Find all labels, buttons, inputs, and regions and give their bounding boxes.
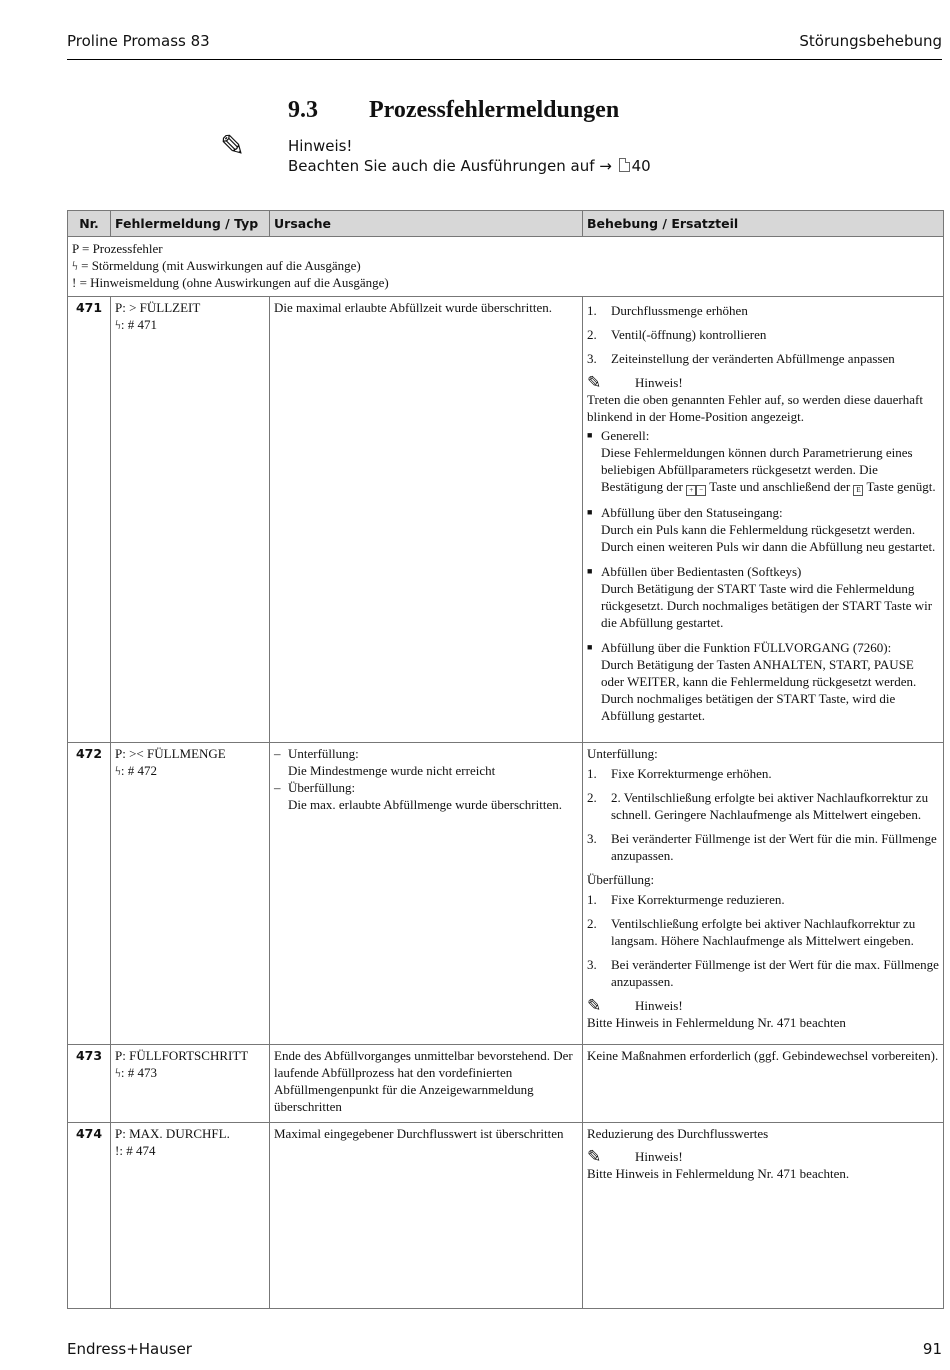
list-item: 1. Fixe Korrekturmenge reduzieren.	[587, 892, 785, 907]
remedy-bullets	[587, 427, 939, 724]
list-item: ■ Generell: Diese Fehlermeldungen können durch Parametrierung eines beliebigen Abfüllparameters rückgesetzt werden. Die Bestätigung der + − Taste und anschließend der E Taste genügt.	[587, 428, 936, 494]
pencil-note-icon: ✎	[587, 1147, 602, 1166]
note-title: Hinweis!	[288, 137, 353, 155]
section-number: 9.3	[288, 97, 318, 123]
remedy-subheading: Überfüllung:	[587, 872, 655, 887]
section-title: Prozessfehlermeldungen	[369, 97, 620, 123]
error-code: !: # 474	[115, 1143, 156, 1158]
note-body: Beachten Sie auch die Ausführungen auf →	[288, 157, 612, 175]
error-remedy	[583, 743, 944, 1045]
pencil-note-icon: ✎	[587, 373, 602, 392]
hint-text: Bitte Hinweis in Fehlermeldung Nr. 471 beachten	[587, 1015, 846, 1030]
running-header-title: Proline Promass 83	[67, 32, 210, 50]
remedy-steps	[587, 891, 939, 990]
list-item: 3. Bei veränderter Füllmenge ist der Wert für die min. Füllmenge anzupassen.	[587, 831, 937, 863]
error-remedy	[583, 297, 944, 743]
list-item: 3. Bei veränderter Füllmenge ist der Wert für die max. Füllmenge anzupassen.	[587, 957, 939, 989]
error-cause	[270, 743, 583, 1045]
process-error-table	[67, 210, 944, 1309]
hint-text: Bitte Hinweis in Fehlermeldung Nr. 471 beachten.	[587, 1166, 850, 1181]
error-code: ϟ: # 473	[115, 1065, 157, 1080]
error-remedy	[583, 1123, 944, 1309]
error-code: ϟ: # 472	[115, 763, 157, 778]
running-header-chapter: Störungsbehebung	[799, 32, 942, 50]
pencil-note-icon: ✎	[587, 996, 602, 1015]
footer-brand: Endress+Hauser	[67, 1340, 192, 1358]
hint-heading: ✎ Hinweis!	[587, 1147, 683, 1166]
error-number: 471	[68, 297, 111, 743]
column-header-message: Fehlermeldung / Typ	[111, 211, 270, 237]
list-item: ■ Abfüllung über die Funktion FÜLLVORGANG (7260): Durch Betätigung der Tasten ANHALTEN, START, PAUSE oder WEITER, kann die Fehlermeldung rückgesetzt werden. Durch nochmaliges betätigen der START Taste, wird die Abfüllung gestartet.	[587, 640, 917, 723]
error-message-cell	[111, 1123, 270, 1309]
legend-item: P = Prozessfehler	[72, 241, 163, 256]
error-cause: Die maximal erlaubte Abfüllzeit wurde überschritten.	[270, 297, 583, 743]
error-message-cell	[111, 297, 270, 743]
hint-heading: ✎ Hinweis!	[587, 373, 683, 392]
remedy-text: Reduzierung des Durchflusswertes	[587, 1126, 769, 1141]
column-header-cause: Ursache	[270, 211, 583, 237]
list-item: 1. Durchflussmenge erhöhen	[587, 303, 748, 318]
error-cause: Maximal eingegebener Durchflusswert ist überschritten	[270, 1123, 583, 1309]
error-code: ϟ: # 471	[115, 317, 157, 332]
list-item: ■ Abfüllen über Bedientasten (Softkeys) Durch Betätigung der START Taste wird die Fehlermeldung rückgesetzt. Durch nochmaliges betätigen der START Taste wir die Abfüllung gestartet.	[587, 564, 933, 630]
remedy-steps	[587, 765, 939, 864]
error-number: 474	[68, 1123, 111, 1309]
error-message: P: >< FÜLLMENGE	[115, 746, 226, 761]
legend-row	[68, 237, 944, 297]
error-remedy: Keine Maßnahmen erforderlich (ggf. Gebindewechsel vorbereiten).	[583, 1045, 944, 1123]
column-header-remedy: Behebung / Ersatzteil	[583, 211, 944, 237]
enter-key-icon: E	[853, 485, 863, 496]
error-message: P: MAX. DURCHFL.	[115, 1126, 230, 1141]
page-number: 91	[922, 1340, 942, 1358]
error-message-cell	[111, 1045, 270, 1123]
list-item: – Überfüllung: Die max. erlaubte Abfüllmenge wurde überschritten.	[274, 780, 562, 812]
legend-item: ! = Hinweismeldung (ohne Auswirkungen auf die Ausgänge)	[72, 275, 389, 290]
page-reference-icon	[619, 158, 630, 172]
table-row	[68, 297, 944, 743]
table-header-row	[68, 211, 944, 237]
pencil-note-icon: ✎	[220, 130, 246, 163]
remedy-subheading: Unterfüllung:	[587, 746, 658, 761]
error-message: P: FÜLLFORTSCHRITT	[115, 1048, 249, 1063]
table-row	[68, 1045, 944, 1123]
list-item: ■ Abfüllung über den Statuseingang: Durch ein Puls kann die Fehlermeldung rückgesetzt werden. Durch einen weiteren Puls wir dann die Abfüllung neu gestartet.	[587, 505, 936, 554]
hint-heading: ✎ Hinweis!	[587, 996, 683, 1015]
list-item: 2. Ventil(-öffnung) kontrollieren	[587, 327, 767, 342]
note-page-link[interactable]: 40	[631, 157, 651, 175]
error-message: P: > FÜLLZEIT	[115, 300, 201, 315]
list-item: 2. Ventilschließung erfolgte bei aktiver Nachlaufkorrektur zu langsam. Höhere Nachlaufmenge als Mittelwert eingeben.	[587, 916, 916, 948]
minus-key-icon: −	[696, 485, 706, 496]
error-cause: Ende des Abfüllvorganges unmittelbar bevorstehend. Der laufende Abfüllprozess hat den vordefinierten Abfüllmengenpunkt für die Anzeigewarnmeldung überschritten	[270, 1045, 583, 1123]
legend-item: ϟ = Störmeldung (mit Auswirkungen auf die Ausgänge)	[72, 258, 361, 273]
list-item: 2. 2. Ventilschließung erfolgte bei aktiver Nachlaufkorrektur zu schnell. Geringere Nachlaufmenge als Mittelwert eingeben.	[587, 790, 929, 822]
column-header-nr: Nr.	[68, 211, 111, 237]
note-text	[288, 157, 651, 175]
error-number: 473	[68, 1045, 111, 1123]
error-number: 472	[68, 743, 111, 1045]
hint-text: Treten die oben genannten Fehler auf, so werden diese dauerhaft blinkend in der Home-Position angezeigt.	[587, 392, 923, 424]
header-rule	[67, 59, 942, 60]
list-item: 3. Zeiteinstellung der veränderten Abfüllmenge anpassen	[587, 351, 895, 366]
list-item: – Unterfüllung: Die Mindestmenge wurde nicht erreicht	[274, 746, 496, 778]
table-row	[68, 1123, 944, 1309]
list-item: 1. Fixe Korrekturmenge erhöhen.	[587, 766, 772, 781]
plus-key-icon: +	[686, 485, 696, 496]
remedy-steps	[587, 302, 939, 367]
table-row	[68, 743, 944, 1045]
error-message-cell	[111, 743, 270, 1045]
